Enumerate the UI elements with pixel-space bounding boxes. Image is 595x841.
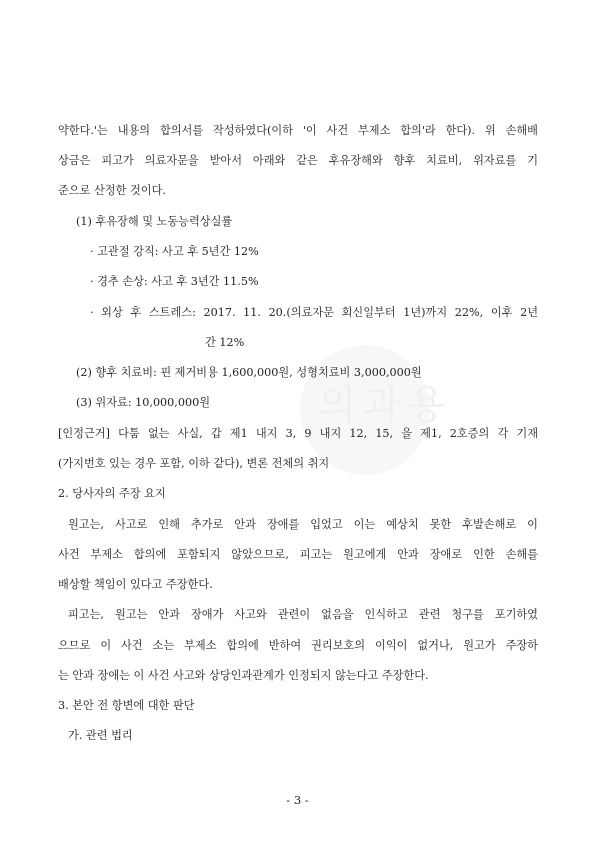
watermark-text: 의과용 — [318, 382, 452, 428]
body-line-1: 약한다.'는 내용의 합의서를 작성하였다(이하 '이 사건 부제소 합의'라 한다). 위 손해배 — [58, 124, 538, 137]
defendant-line-3: 는 안과 장애는 이 사건 사고와 상당인과관계가 인정되지 않는다고 주장한다. — [58, 669, 429, 682]
watermark-seal — [300, 345, 452, 475]
page-number: - 3 - — [286, 793, 309, 807]
section-item-2-treatment: (2) 향후 치료비: 핀 제거비용 1,600,000원, 성형치료비 3,000,000원 — [76, 366, 422, 379]
section-item-3-consolation: (3) 위자료: 10,000,000원 — [76, 396, 211, 409]
bullet-ptsd-cont: 간 12% — [205, 336, 245, 349]
bullet-cervical: · 경추 손상: 사고 후 3년간 11.5% — [90, 275, 259, 288]
evidence-line-2: (가지번호 있는 경우 포함, 이하 같다), 변론 전체의 취지 — [58, 457, 330, 470]
body-line-3: 준으로 산정한 것이다. — [58, 184, 166, 197]
heading-2-parties-claims: 2. 당사자의 주장 요지 — [58, 487, 166, 500]
heading-3-pre-merits: 3. 본안 전 항변에 대한 판단 — [58, 699, 195, 712]
heading-ga-legal-principle: 가. 관련 법리 — [68, 729, 133, 742]
plaintiff-line-1: 원고는, 사고로 인해 추가로 안과 장애를 입었고 이는 예상치 못한 후발손해로 이 — [68, 518, 538, 531]
body-line-2: 상금은 피고가 의료자문을 받아서 아래와 같은 후유장해와 향후 치료비, 위자료를 기 — [58, 154, 538, 167]
defendant-line-1: 피고는, 원고는 안과 장애가 사고와 관련이 없음을 인식하고 관련 청구를 포기하였 — [68, 608, 538, 621]
section-item-1-heading: (1) 후유장해 및 노동능력상실률 — [76, 215, 233, 228]
plaintiff-line-2: 사건 부제소 합의에 포함되지 않았으므로, 피고는 원고에게 안과 장애로 인한 손해를 — [58, 548, 538, 561]
evidence-line-1: [인정근거] 다툼 없는 사실, 갑 제1 내지 3, 9 내지 12, 15, 을 제1, 2호증의 각 기재 — [58, 427, 538, 440]
bullet-hip-joint: · 고관절 강직: 사고 후 5년간 12% — [90, 245, 259, 258]
defendant-line-2: 으므로 이 사건 소는 부제소 합의에 반하여 권리보호의 이익이 없거나, 원고가 주장하 — [58, 639, 538, 652]
bullet-ptsd: · 외상 후 스트레스: 2017. 11. 20.(의료자문 회신일부터 1년)까지 22%, 이후 2년 — [90, 306, 538, 319]
plaintiff-line-3: 배상할 책임이 있다고 주장한다. — [58, 578, 213, 591]
